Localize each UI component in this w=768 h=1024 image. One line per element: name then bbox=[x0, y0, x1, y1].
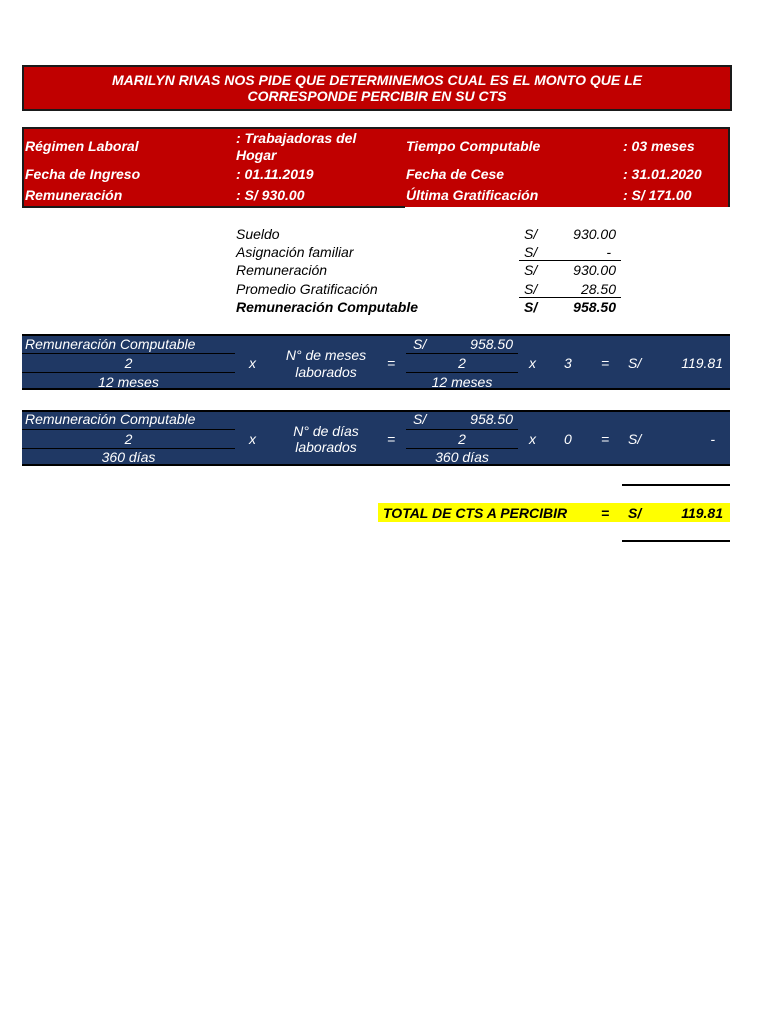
breakdown-amount-remuneracion: 930.00 bbox=[573, 262, 616, 278]
remuneracion-label: Remuneración bbox=[25, 187, 123, 203]
info-divider bbox=[22, 206, 405, 208]
fraction-line bbox=[406, 372, 518, 373]
tiempo-label: Tiempo Computable bbox=[406, 138, 541, 154]
regimen-value-line2: Hogar bbox=[236, 147, 277, 163]
cese-label: Fecha de Cese bbox=[406, 166, 505, 182]
multiply-sign: x bbox=[529, 355, 536, 371]
title-line-1: MARILYN RIVAS NOS PIDE QUE DETERMINEMOS CUAL ES EL MONTO QUE LE bbox=[112, 72, 642, 88]
total-amount: 119.81 bbox=[681, 505, 723, 521]
fraction-line bbox=[22, 429, 235, 430]
remuneracion-value: : S/ 930.00 bbox=[236, 187, 305, 203]
formula-months-count: 3 bbox=[564, 355, 572, 371]
equals-sign: = bbox=[601, 355, 610, 371]
total-label: TOTAL DE CTS A PERCIBIR bbox=[383, 505, 568, 521]
regimen-value-line1: : Trabajadoras del bbox=[236, 130, 357, 146]
formula-months-denominator: 12 meses bbox=[98, 374, 159, 390]
cese-value: : 31.01.2020 bbox=[623, 166, 702, 182]
page-title bbox=[22, 65, 732, 111]
breakdown-currency: S/ bbox=[524, 244, 538, 260]
tiempo-value: : 03 meses bbox=[623, 138, 695, 154]
formula-days-label: Remuneración Computable bbox=[25, 411, 196, 427]
formula-days-result-currency: S/ bbox=[628, 431, 642, 447]
formula-months-numerator: 2 bbox=[124, 355, 133, 371]
formula-days-numerator: 2 bbox=[124, 431, 133, 447]
formula-days-denominator2: 360 días bbox=[435, 449, 489, 465]
regimen-label: Régimen Laboral bbox=[25, 138, 139, 154]
formula-months-denominator2: 12 meses bbox=[431, 374, 493, 390]
formula-days-amount: 958.50 bbox=[470, 411, 513, 427]
breakdown-currency: S/ bbox=[524, 226, 538, 242]
breakdown-amount-sueldo: 930.00 bbox=[573, 226, 616, 242]
equals-sign: = bbox=[601, 431, 610, 447]
formula-days-count: 0 bbox=[564, 431, 572, 447]
factor-months-line1: N° de meses bbox=[285, 347, 367, 363]
breakdown-amount-asignacion: - bbox=[606, 244, 611, 260]
formula-days-result: - bbox=[710, 431, 715, 447]
total-equals: = bbox=[601, 505, 610, 521]
formula-days-denominator: 360 días bbox=[101, 449, 156, 465]
total-top-rule bbox=[622, 484, 730, 486]
breakdown-label-computable: Remuneración Computable bbox=[236, 299, 419, 315]
formula-days-currency: S/ bbox=[413, 411, 427, 427]
gratificacion-label: Última Gratificación bbox=[406, 187, 539, 203]
formula-days-numerator2: 2 bbox=[458, 431, 466, 447]
breakdown-currency: S/ bbox=[524, 281, 538, 297]
breakdown-label-gratificacion: Promedio Gratificación bbox=[236, 281, 378, 297]
equals-sign: = bbox=[387, 431, 396, 447]
factor-days-line1: N° de días bbox=[293, 423, 359, 439]
multiply-sign: x bbox=[529, 431, 536, 447]
fraction-line bbox=[22, 372, 235, 373]
formula-months-result: 119.81 bbox=[681, 355, 723, 371]
factor-days-line2: laborados bbox=[295, 439, 357, 455]
multiply-sign: x bbox=[249, 355, 256, 371]
factor-months-line2: laborados bbox=[295, 364, 357, 380]
ingreso-label: Fecha de Ingreso bbox=[25, 166, 141, 182]
fraction-line bbox=[406, 429, 518, 430]
formula-months-amount: 958.50 bbox=[470, 336, 513, 352]
total-bottom-rule bbox=[622, 540, 730, 542]
breakdown-label-sueldo: Sueldo bbox=[236, 226, 280, 242]
breakdown-amount-gratificacion: 28.50 bbox=[580, 281, 616, 297]
formula-months-currency: S/ bbox=[413, 336, 427, 352]
breakdown-currency: S/ bbox=[524, 262, 538, 278]
gratificacion-value: : S/ 171.00 bbox=[623, 187, 692, 203]
total-currency: S/ bbox=[628, 505, 642, 521]
breakdown-label-asignacion: Asignación familiar bbox=[236, 244, 354, 260]
multiply-sign: x bbox=[249, 431, 256, 447]
fraction-line bbox=[22, 353, 235, 354]
breakdown-label-remuneracion: Remuneración bbox=[236, 262, 328, 278]
equals-sign: = bbox=[387, 355, 396, 371]
fraction-line bbox=[406, 353, 518, 354]
total-rule bbox=[519, 297, 621, 298]
subtotal-rule bbox=[519, 260, 621, 261]
breakdown-currency: S/ bbox=[524, 299, 538, 315]
title-line-2: CORRESPONDE PERCIBIR EN SU CTS bbox=[247, 88, 507, 104]
formula-months-label: Remuneración Computable bbox=[25, 336, 196, 352]
formula-months-result-currency: S/ bbox=[628, 355, 642, 371]
breakdown-amount-computable: 958.50 bbox=[573, 299, 616, 315]
ingreso-value: : 01.11.2019 bbox=[236, 166, 314, 182]
formula-months-numerator2: 2 bbox=[458, 355, 466, 371]
